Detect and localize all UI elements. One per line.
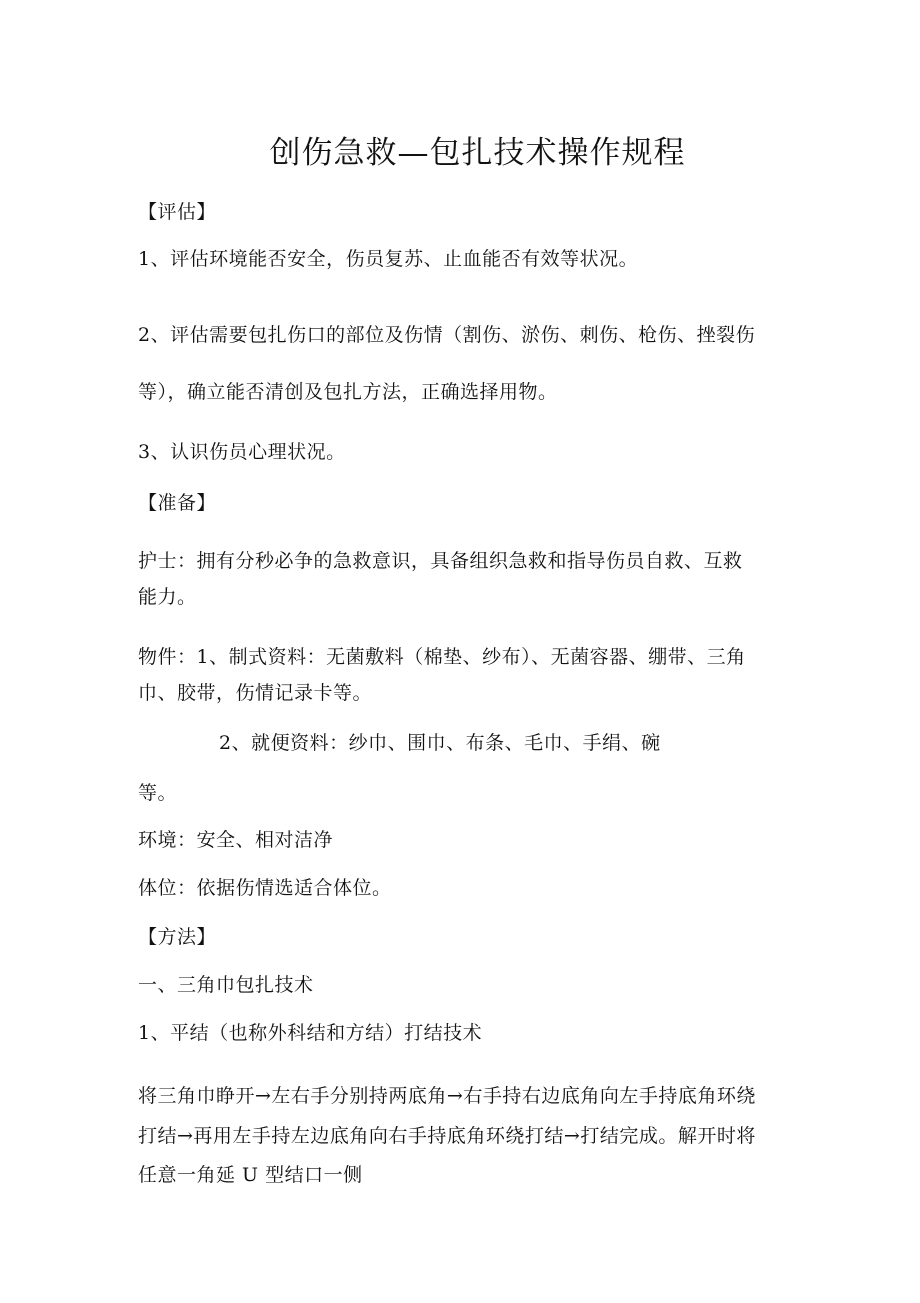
method-section: 一、三角巾包扎技术 xyxy=(138,974,314,996)
nurse-line-1: 护士：拥有分秒必争的急救意识，具备组织急救和指导伤员自救、互救 xyxy=(138,550,743,572)
method-1-line-2: 打结→再用左手持左边底角向右手持底角环绕打结→打结完成。解开时将 xyxy=(138,1125,756,1147)
assess-item-2-line-2: 等），确立能否清创及包扎方法，正确选择用物。 xyxy=(138,381,558,403)
page-title xyxy=(0,133,920,173)
items2-line-1: 2、就便资料：纱巾、围巾、布条、毛巾、手绢、碗 xyxy=(219,732,661,754)
assess-item-1: 1、评估环境能否安全，伤员复苏、止血能否有效等状况。 xyxy=(138,248,639,270)
method-item-1: 1、平结（也称外科结和方结）打结技术 xyxy=(138,1022,483,1044)
assess-item-3: 3、认识伤员心理状况。 xyxy=(138,441,346,463)
heading-prep: 【准备】 xyxy=(138,492,217,514)
method-1-line-1: 将三角巾睁开→左右手分别持两底角→右手持右边底角向左手持底角环绕 xyxy=(138,1085,756,1107)
title-text: 创伤急救—包扎技术操作规程 xyxy=(269,135,686,171)
items2-line-2: 等。 xyxy=(138,782,178,804)
environment-line: 环境：安全、相对洁净 xyxy=(138,829,334,851)
assess-item-2-line-1: 2、评估需要包扎伤口的部位及伤情（割伤、淤伤、刺伤、枪伤、挫裂伤 xyxy=(138,324,756,346)
method-1-line-3: 任意一角延 U 型结口一侧 xyxy=(138,1164,363,1186)
heading-assess: 【评估】 xyxy=(138,201,217,223)
nurse-line-2: 能力。 xyxy=(138,586,197,608)
items-line-1: 物件：1、制式资料：无菌敷料（棉垫、纱布）、无菌容器、绷带、三角 xyxy=(138,646,746,668)
posture-line: 体位：依据伤情选适合体位。 xyxy=(138,877,392,899)
heading-method: 【方法】 xyxy=(138,926,217,948)
items-line-2: 巾、胶带，伤情记录卡等。 xyxy=(138,682,373,704)
